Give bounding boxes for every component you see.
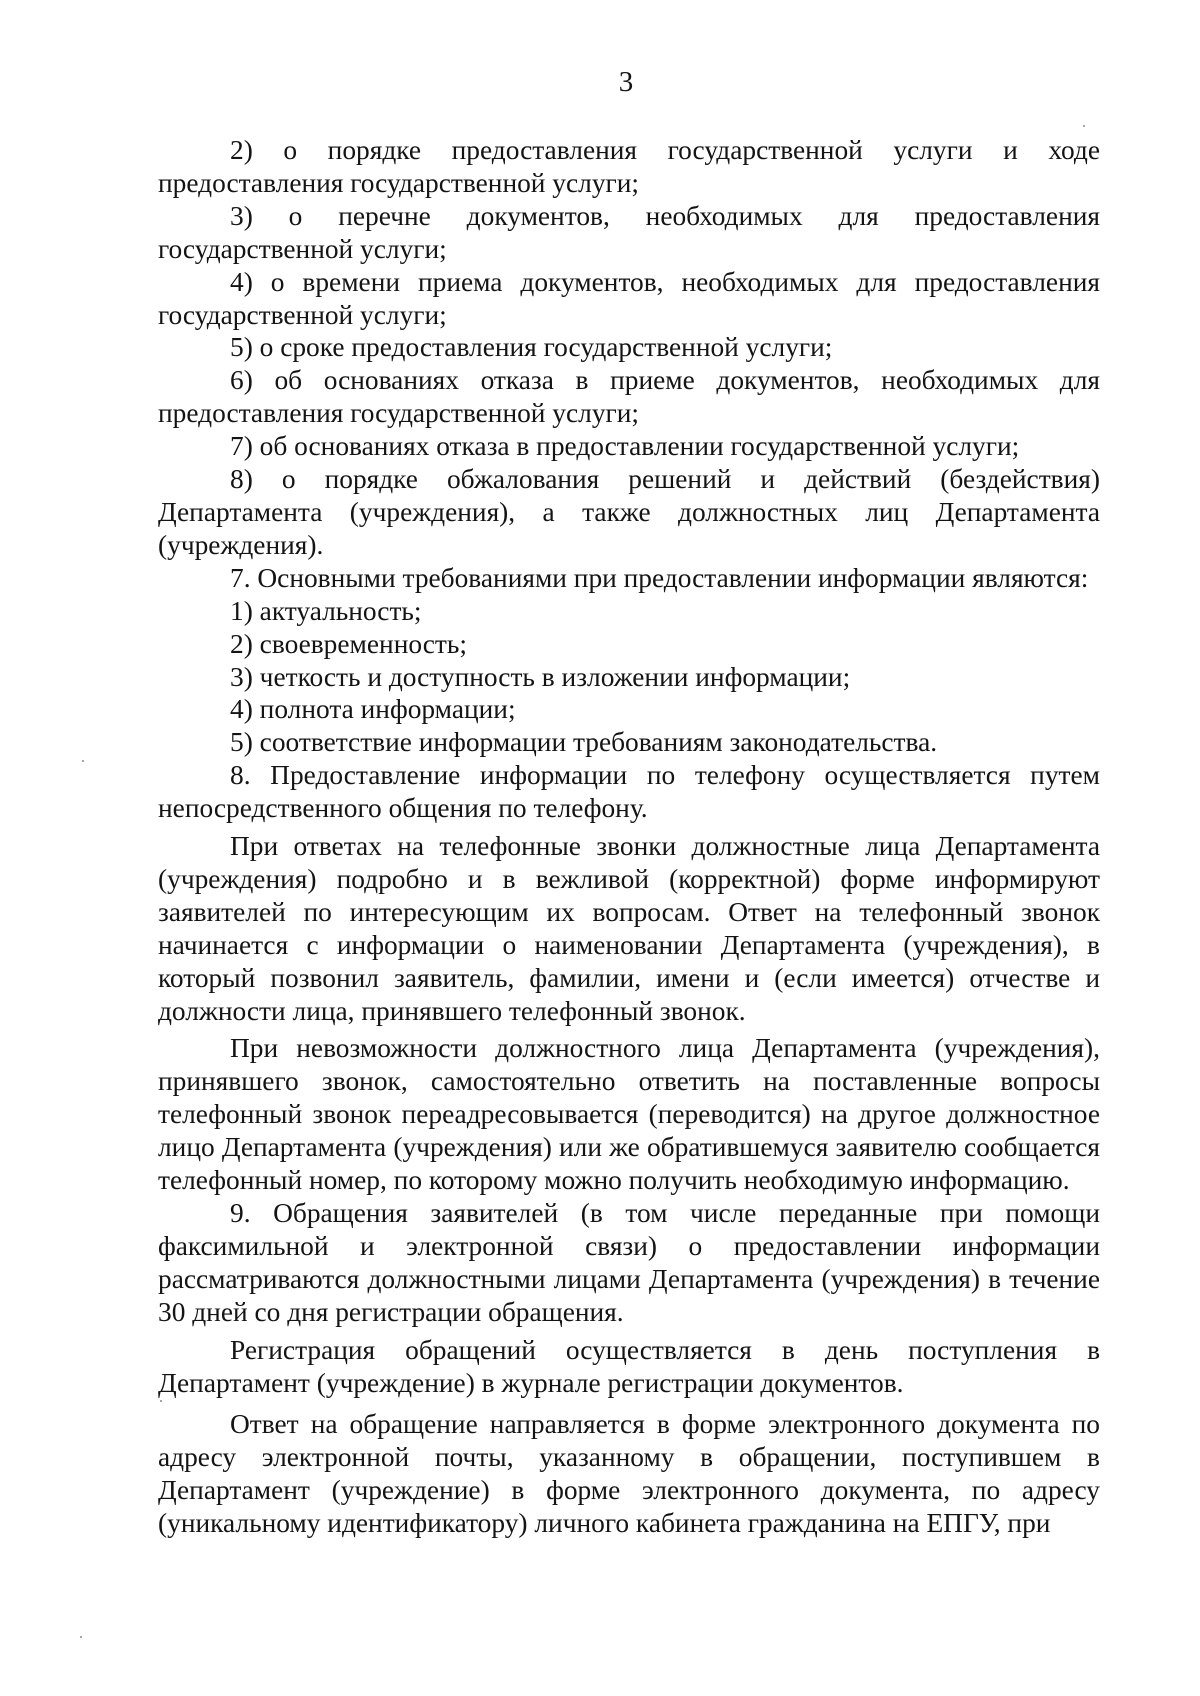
list-item: 2) своевременность; bbox=[230, 628, 467, 659]
list-item: 4) полнота информации; bbox=[230, 694, 516, 725]
paragraph: 8) о порядке обжалования решений и действий (бездействия) Департамента (учреждения), а также должностных лиц Департамента (учреждения). bbox=[158, 464, 1100, 560]
paragraph: 3) о перечне документов, необходимых для предоставления государственной услуги; bbox=[158, 200, 1100, 264]
paragraph: 9. Обращения заявителей (в том числе переданные при помощи факсимильной и электронной связи) о предоставлении информации рассматриваются должностными лицами Департамента (учреждения) в течение 30 дней со дня регистрации обращения. bbox=[158, 1198, 1100, 1327]
document-body bbox=[158, 134, 1100, 1540]
scan-artifact bbox=[160, 1400, 162, 1402]
paragraph: При невозможности должностного лица Департамента (учреждения), принявшего звонок, самостоятельно ответить на поставленные вопросы телефонный звонок переадресовывается (переводится) на другое должностное лицо Департамента (учреждения) или же обратившемуся заявителю сообщается телефонный номер, по которому можно получить необходимую информацию. bbox=[158, 1033, 1100, 1196]
scan-artifact bbox=[80, 1636, 82, 1638]
paragraph: При ответах на телефонные звонки должностные лица Департамента (учреждения) подробно и в вежливой (корректной) форме информируют заявителей по интересующим их вопросам. Ответ на телефонный звонок начинается с информации о наименовании Департамента (учреждения), в который позвонил заявитель, фамилии, имени и (если имеется) отчестве и должности лица, принявшего телефонный звонок. bbox=[158, 831, 1100, 1026]
list-item: 1) актуальность; bbox=[230, 595, 422, 626]
paragraph: 6) об основаниях отказа в приеме документов, необходимых для предоставления государственной услуги; bbox=[158, 365, 1100, 429]
paragraph: 8. Предоставление информации по телефону осуществляется путем непосредственного общения по телефону. bbox=[158, 760, 1100, 824]
paragraph: Регистрация обращений осуществляется в день поступления в Департамент (учреждение) в журнале регистрации документов. bbox=[158, 1334, 1100, 1398]
paragraph: Ответ на обращение направляется в форме электронного документа по адресу электронной почты, указанному в обращении, поступившем в Департамент (учреждение) в форме электронного документа, по адресу (уникальному идентификатору) личного кабинета гражданина на ЕПГУ, при bbox=[158, 1409, 1100, 1539]
paragraph: 2) о порядке предоставления государственной услуги и ходе предоставления государственной услуги; bbox=[158, 135, 1100, 198]
scan-artifact bbox=[1083, 125, 1085, 127]
list-item: 3) четкость и доступность в изложении информации; bbox=[230, 661, 851, 692]
page-number: 3 bbox=[618, 66, 634, 98]
list-item: 5) соответствие информации требованиям законодательства. bbox=[230, 727, 938, 758]
scan-artifact bbox=[82, 760, 84, 762]
paragraph: 4) о времени приема документов, необходимых для предоставления государственной услуги; bbox=[158, 266, 1100, 330]
paragraph: 7. Основными требованиями при предоставлении информации являются: bbox=[230, 562, 1089, 593]
paragraph: 5) о сроке предоставления государственной услуги; bbox=[230, 332, 833, 363]
paragraph: 7) об основаниях отказа в предоставлении государственной услуги; bbox=[230, 431, 1020, 462]
